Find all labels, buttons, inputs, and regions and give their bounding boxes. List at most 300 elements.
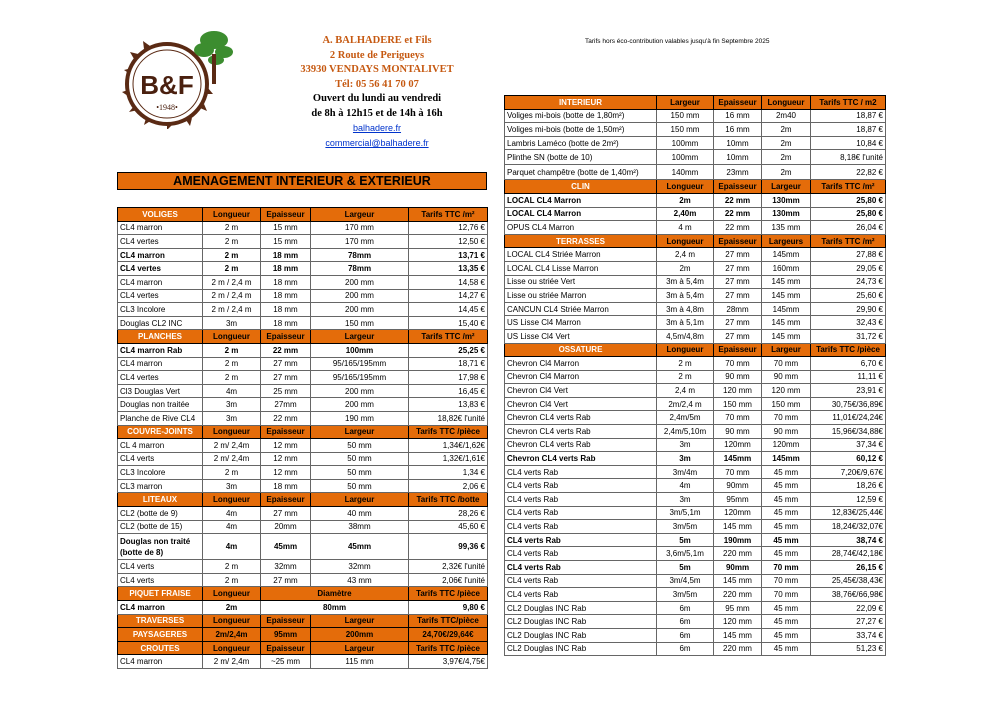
dimension-cell: Largeur xyxy=(311,641,409,655)
product-name-cell: CL4 verts Rab xyxy=(505,479,657,493)
product-name-cell: Voliges mi-bois (botte de 1,50m²) xyxy=(505,123,657,137)
dimension-cell: 2m/2,4 m xyxy=(657,397,714,411)
product-name-cell: Chevron Cl4 Vert xyxy=(505,384,657,398)
dimension-cell: 3m xyxy=(203,316,261,330)
product-name-cell: CL2 Douglas INC Rab xyxy=(505,615,657,629)
dimension-cell: Epaisseur xyxy=(714,234,762,248)
table-row xyxy=(118,573,488,587)
price-cell: 22,09 € xyxy=(811,601,886,615)
dimension-cell: 6m xyxy=(657,601,714,615)
product-name-cell: Cl3 Douglas Vert xyxy=(118,384,203,398)
opening-hours: de 8h à 12h15 et de 14h à 16h xyxy=(311,107,443,119)
price-cell: Tarifs TTC /m² xyxy=(811,234,886,248)
dimension-cell: 4m xyxy=(203,507,261,521)
dimension-cell: 150 mm xyxy=(657,109,714,123)
dimension-cell: Diamètre xyxy=(261,587,409,601)
table-row xyxy=(505,642,886,656)
dimension-cell: 170 mm xyxy=(311,221,409,235)
price-cell: 13,71 € xyxy=(409,248,488,262)
price-cell: 14,58 € xyxy=(409,275,488,289)
price-cell: 25,45€/38,43€ xyxy=(811,574,886,588)
table-row xyxy=(118,452,488,466)
product-name-cell: TERRASSES xyxy=(505,234,657,248)
price-cell: 30,75€/36,89€ xyxy=(811,397,886,411)
table-row xyxy=(118,439,488,453)
dimension-cell: 16 mm xyxy=(714,109,762,123)
dimension-cell: 170 mm xyxy=(311,235,409,249)
dimension-cell: 45 mm xyxy=(762,506,811,520)
dimension-cell: 2 m xyxy=(203,343,261,357)
price-cell: 32,43 € xyxy=(811,316,886,330)
product-name-cell: CL2 Douglas INC Rab xyxy=(505,628,657,642)
dimension-cell: 45 mm xyxy=(762,628,811,642)
product-name-cell: CL4 vertes xyxy=(118,262,203,276)
price-cell: 27,27 € xyxy=(811,615,886,629)
product-name-cell: CROUTES xyxy=(118,641,203,655)
product-name-cell: US Lisse Cl4 Marron xyxy=(505,316,657,330)
dimension-cell: 150 mm xyxy=(714,397,762,411)
table-header-row xyxy=(505,180,886,194)
price-cell: 31,72 € xyxy=(811,329,886,343)
dimension-cell: 6m xyxy=(657,615,714,629)
company-name: A. BALHADERE et Fils xyxy=(322,35,432,46)
dimension-cell: 70 mm xyxy=(714,465,762,479)
table-header-row xyxy=(118,587,488,601)
dimension-cell: 45 mm xyxy=(762,601,811,615)
dimension-cell: Longueur xyxy=(203,208,261,222)
company-phone: Tél: 05 56 41 70 07 xyxy=(335,78,419,90)
website-link[interactable]: balhadere.fr xyxy=(352,123,402,133)
price-cell: 25,25 € xyxy=(409,343,488,357)
dimension-cell: 27 mm xyxy=(261,357,311,371)
dimension-cell: 6m xyxy=(657,628,714,642)
dimension-cell: 3m xyxy=(657,452,714,466)
product-name-cell: CL4 marron xyxy=(118,275,203,289)
price-cell: Tarifs TTC /botte xyxy=(409,493,488,507)
dimension-cell: 2,4m/5,10m xyxy=(657,425,714,439)
dimension-cell: 3m/5m xyxy=(657,588,714,602)
price-cell: Tarifs TTC /pièce xyxy=(409,425,488,439)
dimension-cell: 200 mm xyxy=(311,384,409,398)
price-cell: 18,87 € xyxy=(811,123,886,137)
dimension-cell: 45mm xyxy=(261,534,311,560)
dimension-cell: 130mm xyxy=(762,207,811,221)
dimension-cell: 160mm xyxy=(762,261,811,275)
table-row xyxy=(118,221,488,235)
dimension-cell: Largeur xyxy=(311,425,409,439)
price-cell: 27,88 € xyxy=(811,248,886,262)
dimension-cell: 3m à 4,8m xyxy=(657,302,714,316)
product-name-cell: Planche de Rive CL4 xyxy=(118,411,203,425)
dimension-cell: 50 mm xyxy=(311,439,409,453)
dimension-cell: 115 mm xyxy=(311,655,409,669)
dimension-cell: 18 mm xyxy=(261,248,311,262)
dimension-cell: 2m xyxy=(657,261,714,275)
dimension-cell: 45 mm xyxy=(762,493,811,507)
company-logo xyxy=(112,24,247,129)
dimension-cell: 100mm xyxy=(657,150,714,165)
table-row xyxy=(118,357,488,371)
dimension-cell: 145 mm xyxy=(714,520,762,534)
dimension-cell: 145 mm xyxy=(762,275,811,289)
price-cell: 3,97€/4,75€ xyxy=(409,655,488,669)
product-name-cell: LOCAL CL4 Marron xyxy=(505,207,657,221)
dimension-cell: 2 m xyxy=(203,248,261,262)
dimension-cell: 2 m / 2,4 m xyxy=(203,289,261,303)
dimension-cell: 5m xyxy=(657,561,714,575)
dimension-cell: Longueur xyxy=(203,330,261,344)
dimension-cell: 70 mm xyxy=(762,561,811,575)
dimension-cell: 2,4 m xyxy=(657,248,714,262)
dimension-cell: Epaisseur xyxy=(261,641,311,655)
dimension-cell: 27 mm xyxy=(261,371,311,385)
price-cell: 60,12 € xyxy=(811,452,886,466)
price-cell: 13,83 € xyxy=(409,398,488,412)
dimension-cell: Longueur xyxy=(657,180,714,194)
dimension-cell: 2 m/ 2,4m xyxy=(203,452,261,466)
price-cell: 25,80 € xyxy=(811,207,886,221)
price-cell: 12,83€/25,44€ xyxy=(811,506,886,520)
table-row xyxy=(505,109,886,123)
price-cell: Tarifs TTC /pièce xyxy=(811,343,886,357)
dimension-cell: 18 mm xyxy=(261,479,311,493)
table-row xyxy=(118,316,488,330)
price-cell: 24,70€/29,64€ xyxy=(409,628,488,642)
price-cell: 26,04 € xyxy=(811,221,886,235)
table-row xyxy=(505,136,886,150)
dimension-cell: 2m/2,4m xyxy=(203,628,261,642)
table-row xyxy=(505,316,886,330)
product-name-cell: Voliges mi-bois (botte de 1,80m²) xyxy=(505,109,657,123)
dimension-cell: 45 mm xyxy=(762,547,811,561)
dimension-cell: 145mm xyxy=(762,302,811,316)
dimension-cell: Largeur xyxy=(311,330,409,344)
price-cell: 24,73 € xyxy=(811,275,886,289)
product-name-cell: CL2 Douglas INC Rab xyxy=(505,642,657,656)
product-name-cell: CL4 verts Rab xyxy=(505,506,657,520)
product-name-cell: PAYSAGERES xyxy=(118,628,203,642)
product-name-cell: LOCAL CL4 Striée Marron xyxy=(505,248,657,262)
dimension-cell: 145mm xyxy=(762,452,811,466)
product-name-cell: CANCUN CL4 Striée Marron xyxy=(505,302,657,316)
price-cell: 15,96€/34,88€ xyxy=(811,425,886,439)
dimension-cell: 20mm xyxy=(261,520,311,534)
product-name-cell: US Lisse Cl4 Vert xyxy=(505,329,657,343)
table-row xyxy=(118,235,488,249)
price-cell: 1,34 € xyxy=(409,466,488,480)
price-cell: 25,80 € xyxy=(811,193,886,207)
dimension-cell: 4m xyxy=(203,384,261,398)
left-price-table xyxy=(117,207,488,669)
dimension-cell: 2,4 m xyxy=(657,384,714,398)
price-cell: 14,27 € xyxy=(409,289,488,303)
logo-monogram: B&F xyxy=(140,70,194,100)
table-row xyxy=(505,221,886,235)
product-name-cell: CL4 marron xyxy=(118,248,203,262)
table-row xyxy=(505,615,886,629)
dimension-cell: 78mm xyxy=(311,262,409,276)
dimension-cell: 3m xyxy=(203,411,261,425)
dimension-cell: 80mm xyxy=(261,601,409,615)
table-row xyxy=(505,261,886,275)
dimension-cell: 27 mm xyxy=(714,289,762,303)
price-cell: 28,74€/42,18€ xyxy=(811,547,886,561)
dimension-cell: 150 mm xyxy=(657,123,714,137)
dimension-cell: Epaisseur xyxy=(261,330,311,344)
table-row xyxy=(118,628,488,642)
product-name-cell: CL2 (botte de 15) xyxy=(118,520,203,534)
price-cell: 16,45 € xyxy=(409,384,488,398)
dimension-cell: 3m à 5,4m xyxy=(657,289,714,303)
table-row xyxy=(505,574,886,588)
dimension-cell: 27 mm xyxy=(714,329,762,343)
price-cell: 2,06 € xyxy=(409,479,488,493)
product-name-cell: INTERIEUR xyxy=(505,96,657,110)
dimension-cell: 95 mm xyxy=(714,601,762,615)
table-row xyxy=(505,601,886,615)
product-name-cell: LITEAUX xyxy=(118,493,203,507)
table-row xyxy=(505,588,886,602)
product-name-cell: CL4 verts xyxy=(118,573,203,587)
price-cell: 10,84 € xyxy=(811,136,886,150)
dimension-cell: 2 m xyxy=(657,370,714,384)
dimension-cell: 6m xyxy=(657,642,714,656)
dimension-cell: 15 mm xyxy=(261,235,311,249)
dimension-cell: 100mm xyxy=(311,343,409,357)
product-name-cell: CL4 verts xyxy=(118,560,203,574)
table-row xyxy=(118,466,488,480)
product-name-cell: CL3 Incolore xyxy=(118,303,203,317)
price-cell: 18,82€ l'unité xyxy=(409,411,488,425)
dimension-cell: 28mm xyxy=(714,302,762,316)
price-cell: 14,45 € xyxy=(409,303,488,317)
table-row xyxy=(118,411,488,425)
dimension-cell: 45mm xyxy=(311,534,409,560)
table-header-row xyxy=(505,96,886,110)
product-name-cell: CL3 marron xyxy=(118,479,203,493)
product-name-cell: LOCAL CL4 Marron xyxy=(505,193,657,207)
product-name-cell: CL4 verts Rab xyxy=(505,574,657,588)
dimension-cell: 2m xyxy=(762,123,811,137)
dimension-cell: 2 m xyxy=(203,573,261,587)
dimension-cell: 4m xyxy=(203,520,261,534)
price-cell: 13,35 € xyxy=(409,262,488,276)
dimension-cell: 120 mm xyxy=(714,615,762,629)
table-row xyxy=(505,438,886,452)
product-name-cell: CL2 Douglas INC Rab xyxy=(505,601,657,615)
dimension-cell: 50 mm xyxy=(311,452,409,466)
dimension-cell: 32mm xyxy=(311,560,409,574)
table-row xyxy=(118,655,488,669)
dimension-cell: 45 mm xyxy=(762,479,811,493)
price-cell: 2,32€ l'unité xyxy=(409,560,488,574)
company-info xyxy=(282,34,472,151)
dimension-cell: 10mm xyxy=(714,150,762,165)
table-header-row xyxy=(118,614,488,628)
dimension-cell: 27 mm xyxy=(714,316,762,330)
dimension-cell: 2m xyxy=(762,136,811,150)
product-name-cell: CL4 vertes xyxy=(118,235,203,249)
product-name-cell: OSSATURE xyxy=(505,343,657,357)
price-cell: 1,32€/1,61€ xyxy=(409,452,488,466)
table-row xyxy=(118,343,488,357)
dimension-cell: 70 mm xyxy=(714,357,762,371)
dimension-cell: 2 m xyxy=(203,221,261,235)
dimension-cell: 2 m/ 2,4m xyxy=(203,655,261,669)
dimension-cell: 200mm xyxy=(311,628,409,642)
dimension-cell: 90 mm xyxy=(762,425,811,439)
dimension-cell: Longueur xyxy=(203,614,261,628)
table-row xyxy=(505,479,886,493)
price-cell: 18,26 € xyxy=(811,479,886,493)
dimension-cell: 4,5m/4,8m xyxy=(657,329,714,343)
dimension-cell: 45 mm xyxy=(762,520,811,534)
table-row xyxy=(505,452,886,466)
price-cell: 12,50 € xyxy=(409,235,488,249)
dimension-cell: 3m/4m xyxy=(657,465,714,479)
table-row xyxy=(505,533,886,547)
table-row xyxy=(118,520,488,534)
dimension-cell: 220 mm xyxy=(714,642,762,656)
table-row xyxy=(118,479,488,493)
product-name-cell: VOLIGES xyxy=(118,208,203,222)
product-name-cell: CL4 verts xyxy=(118,452,203,466)
product-name-cell: CL4 verts Rab xyxy=(505,588,657,602)
dimension-cell: Largeur xyxy=(311,493,409,507)
dimension-cell: 50 mm xyxy=(311,479,409,493)
price-cell: 51,23 € xyxy=(811,642,886,656)
dimension-cell: 2 m xyxy=(203,235,261,249)
product-name-cell: CL4 verts Rab xyxy=(505,533,657,547)
price-cell: Tarifs TTC /m² xyxy=(409,208,488,222)
price-cell: 7,20€/9,67€ xyxy=(811,465,886,479)
dimension-cell: 190mm xyxy=(714,533,762,547)
product-name-cell: CL2 (botte de 9) xyxy=(118,507,203,521)
dimension-cell: 145 mm xyxy=(714,574,762,588)
dimension-cell: 2m xyxy=(657,193,714,207)
dimension-cell: 90mm xyxy=(714,561,762,575)
dimension-cell: 90 mm xyxy=(714,370,762,384)
dimension-cell: Longueur xyxy=(203,493,261,507)
dimension-cell: 2,40m xyxy=(657,207,714,221)
company-city: 33930 VENDAYS MONTALIVET xyxy=(300,64,454,75)
dimension-cell: 2m xyxy=(203,601,261,615)
dimension-cell: 220 mm xyxy=(714,547,762,561)
dimension-cell: Longueur xyxy=(657,234,714,248)
dimension-cell: 130mm xyxy=(762,193,811,207)
price-cell: 8,18€ l'unité xyxy=(811,150,886,165)
table-row xyxy=(505,150,886,165)
email-link[interactable]: commercial@balhadere.fr xyxy=(325,138,429,148)
dimension-cell: 2 m / 2,4 m xyxy=(203,275,261,289)
product-name-cell: CL4 verts Rab xyxy=(505,561,657,575)
dimension-cell: 12 mm xyxy=(261,439,311,453)
dimension-cell: 22 mm xyxy=(714,221,762,235)
price-cell: 6,70 € xyxy=(811,357,886,371)
product-name-cell: CL4 verts Rab xyxy=(505,520,657,534)
dimension-cell: 200 mm xyxy=(311,398,409,412)
product-name-cell: CL4 vertes xyxy=(118,289,203,303)
dimension-cell: 145mm xyxy=(714,452,762,466)
price-cell: 45,60 € xyxy=(409,520,488,534)
product-name-cell: PIQUET FRAISE xyxy=(118,587,203,601)
price-validity-notice: Tarifs hors éco-contribution valables jusqu'à fin Septembre 2025 xyxy=(585,38,770,45)
table-row xyxy=(505,465,886,479)
dimension-cell: 27 mm xyxy=(714,248,762,262)
product-name-cell: CL3 Incolore xyxy=(118,466,203,480)
dimension-cell: 25 mm xyxy=(261,384,311,398)
price-cell: 99,36 € xyxy=(409,534,488,560)
product-name-cell: CL 4 marron xyxy=(118,439,203,453)
dimension-cell: 3m à 5,4m xyxy=(657,275,714,289)
dimension-cell: 4 m xyxy=(657,221,714,235)
price-cell: 12,59 € xyxy=(811,493,886,507)
table-row xyxy=(118,560,488,574)
price-cell: 2,06€ l'unité xyxy=(409,573,488,587)
product-name-cell: Plinthe SN (botte de 10) xyxy=(505,150,657,165)
table-row xyxy=(118,601,488,615)
dimension-cell: 78mm xyxy=(311,248,409,262)
dimension-cell: 190 mm xyxy=(311,411,409,425)
dimension-cell: 150 mm xyxy=(311,316,409,330)
dimension-cell: Longueur xyxy=(657,343,714,357)
product-name-cell: Lambris Laméco (botte de 2m²) xyxy=(505,136,657,150)
dimension-cell: 27 mm xyxy=(261,507,311,521)
product-name-cell: Chevron CL4 verts Rab xyxy=(505,425,657,439)
price-cell: Tarifs TTC/pièce xyxy=(409,614,488,628)
dimension-cell: 3m/5,1m xyxy=(657,506,714,520)
dimension-cell: 45 mm xyxy=(762,533,811,547)
price-cell: 17,98 € xyxy=(409,371,488,385)
product-name-cell: OPUS CL4 Marron xyxy=(505,221,657,235)
table-row xyxy=(118,534,488,560)
dimension-cell: 90 mm xyxy=(714,425,762,439)
dimension-cell: 27 mm xyxy=(261,573,311,587)
dimension-cell: 3m xyxy=(203,398,261,412)
table-row xyxy=(505,123,886,137)
price-cell: Tarifs TTC /m² xyxy=(811,180,886,194)
product-name-cell: TRAVERSES xyxy=(118,614,203,628)
dimension-cell: 12 mm xyxy=(261,466,311,480)
dimension-cell: 120mm xyxy=(714,438,762,452)
dimension-cell: 95mm xyxy=(714,493,762,507)
table-row xyxy=(505,493,886,507)
table-row xyxy=(118,248,488,262)
dimension-cell: Longueur xyxy=(203,587,261,601)
dimension-cell: 95/165/195mm xyxy=(311,371,409,385)
dimension-cell: 2m xyxy=(762,165,811,180)
dimension-cell: 145 mm xyxy=(762,289,811,303)
price-cell: 15,40 € xyxy=(409,316,488,330)
product-name-cell: CLIN xyxy=(505,180,657,194)
product-name-cell: CL4 verts Rab xyxy=(505,547,657,561)
table-row xyxy=(505,193,886,207)
table-row xyxy=(505,547,886,561)
dimension-cell: 23mm xyxy=(714,165,762,180)
dimension-cell: 135 mm xyxy=(762,221,811,235)
dimension-cell: 2 m xyxy=(203,560,261,574)
dimension-cell: 120 mm xyxy=(714,384,762,398)
dimension-cell: 145 mm xyxy=(762,329,811,343)
table-header-row xyxy=(118,330,488,344)
right-price-table xyxy=(504,95,886,656)
dimension-cell: 70 mm xyxy=(762,588,811,602)
price-cell: 1,34€/1,62€ xyxy=(409,439,488,453)
dimension-cell: Largeur xyxy=(311,614,409,628)
dimension-cell: ~25 mm xyxy=(261,655,311,669)
dimension-cell: Longueur xyxy=(203,425,261,439)
product-name-cell: CL4 marron xyxy=(118,357,203,371)
